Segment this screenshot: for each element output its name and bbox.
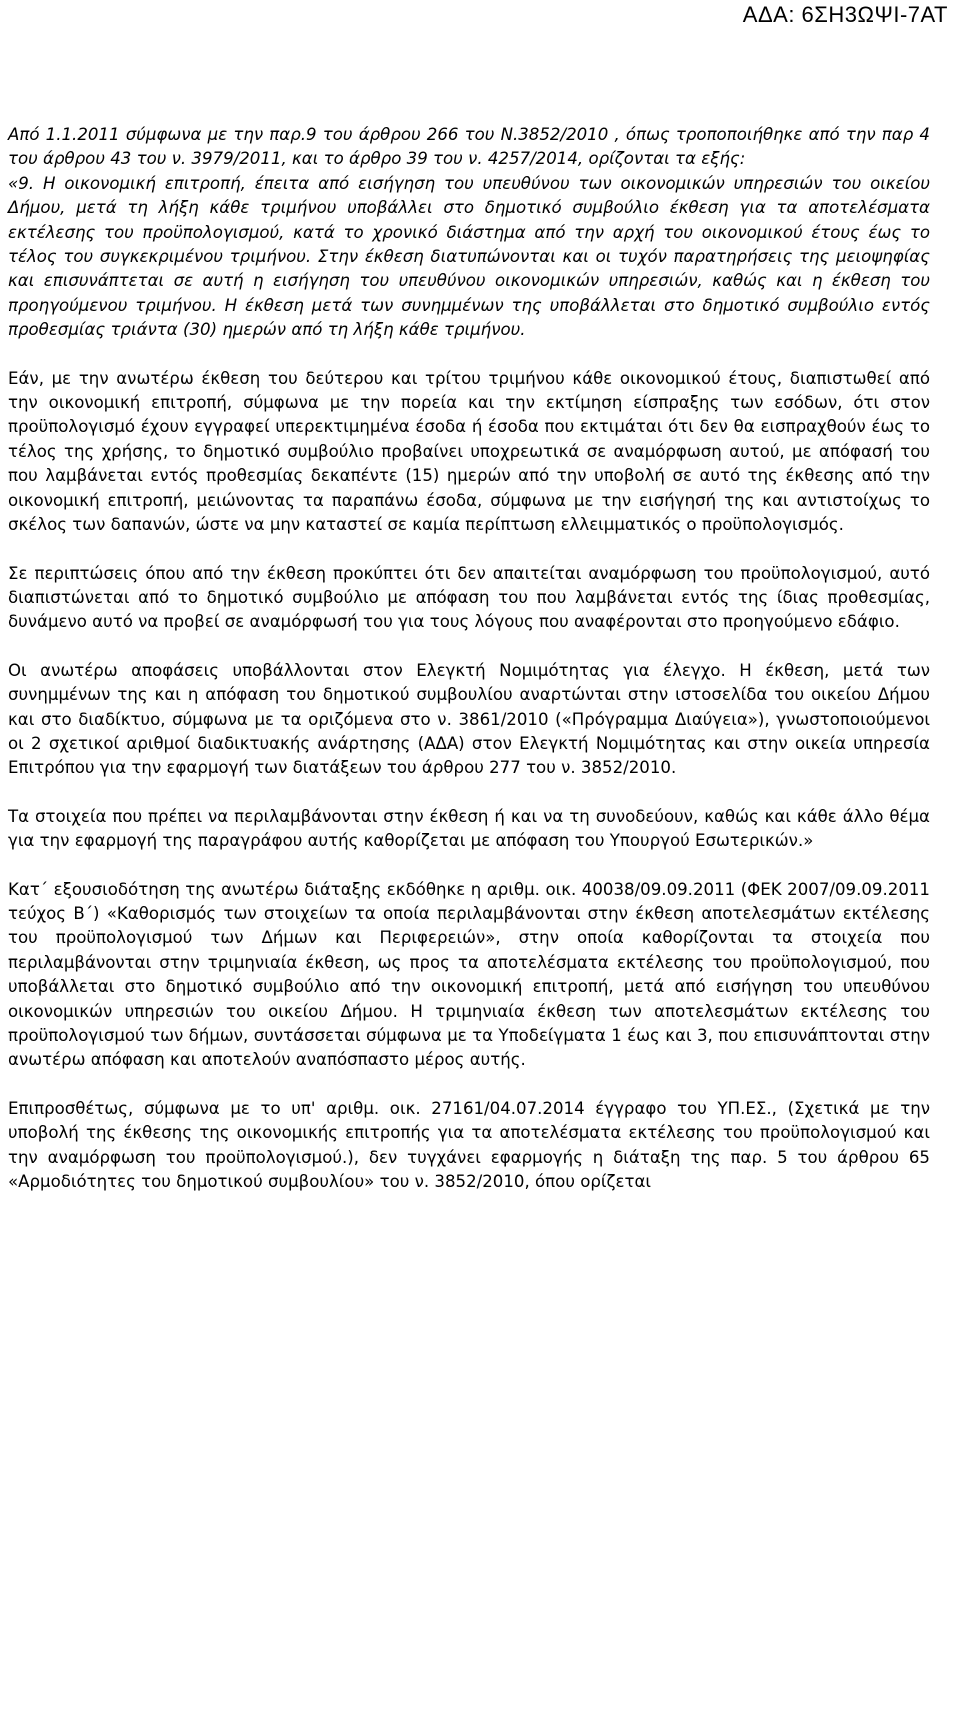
ada-code-header: ΑΔΑ: 6ΣΗ3ΩΨΙ-7ΑΤ [742, 2, 948, 27]
paragraph-ministerial-decision: Κατ΄ εξουσιοδότηση της ανωτέρω διάταξης εκδόθηκε η αριθμ. οικ. 40038/09.09.2011 (ΦΕΚ 2007/09.09.2011 τεύχος Β΄) «Καθορισμός των στοιχείων τα οποία περιλαμβάνονται στην έκθεση αποτελεσμάτων εκτέλεσης του προϋπολογισμού των Δήμων και Περιφερειών», στην οποία καθορίζονται τα στοιχεία που περιλαμβάνονται στην τριμηνιαία έκθεση, ως προς τα αποτελέσματα εκτέλεσης του προϋπολογισμού, που υποβάλλεται στο δημοτικό συμβούλιο από την οικονομική επιτροπή, μετά από εισήγηση του υπευθύνου οικονομικών υπηρεσιών του οικείου Δήμου. Η τριμηνιαία έκθεση των αποτελεσμάτων εκτέλεσης του προϋπολογισμού των δήμων, συντάσσεται σύμφωνα με τα Υποδείγματα 1 έως και 3, που επισυνάπτονται στην ανωτέρω απόφαση και αποτελούν αναπόσπαστο μέρος αυτής. [8, 879, 930, 1070]
paragraph-intro: Από 1.1.2011 σύμφωνα με την παρ.9 του άρθρου 266 του Ν.3852/2010 , όπως τροποποιήθηκε από την παρ 4 του άρθρου 43 του ν. 3979/2011, και το άρθρο 39 του ν. 4257/2014, ορίζονται τα εξής: [8, 125, 930, 169]
paragraph-additional: Επιπροσθέτως, σύμφωνα με το υπ' αριθμ. οικ. 27161/04.07.2014 έγγραφο του ΥΠ.ΕΣ., (Σχετικά με την υποβολή της έκθεσης της οικονομικής επιτροπής για τα αποτελέσματα εκτέλεσης του προϋπολογισμού και την αναμόρφωση του προϋπολογισμού.), δεν τυγχάνει εφαρμογής η διάταξη της παρ. 5 του άρθρου 65 «Αρμοδιότητες του δημοτικού συμβουλίου» του ν. 3852/2010, όπου ορίζεται [8, 1098, 930, 1192]
document-body [8, 123, 930, 1194]
paragraph-quote-quarterly-report: «9. Η οικονομική επιτροπή, έπειτα από εισήγηση του υπευθύνου των οικονομικών υπηρεσιών του οικείου Δήμου, μετά τη λήξη κάθε τριμήνου υποβάλλει στο δημοτικό συμβούλιο έκθεση για τα αποτελέσματα εκτέλεσης του προϋπολογισμού, κατά το χρονικό διάστημα από την αρχή του οικονομικού έτους έως το τέλος του συγκεκριμένου τριμήνου. Στην έκθεση διατυπώνονται και οι τυχόν παρατηρήσεις της μειοψηφίας και επισυνάπτεται σε αυτή η εισήγηση του υπευθύνου οικονομικών υπηρεσιών, καθώς και η έκθεση του προηγούμενου τριμήνου. Η έκθεση μετά των συνημμένων της υποβάλλεται στο δημοτικό συμβούλιο εντός προθεσμίας τριάντα (30) ημερών από τη λήξη κάθε τριμήνου. [8, 173, 930, 340]
paragraph-budget-revision: Εάν, με την ανωτέρω έκθεση του δεύτερου και τρίτου τριμήνου κάθε οικονομικού έτους, διαπιστωθεί από την οικονομική επιτροπή, σύμφωνα με την πορεία και την εκτίμηση είσπραξης των εσόδων, ότι στον προϋπολογισμό έχουν εγγραφεί υπερεκτιμημένα έσοδα ή έσοδα που εκτιμάται ότι δεν θα εισπραχθούν έως το τέλος της χρήσης, το δημοτικό συμβούλιο προβαίνει υποχρεωτικά σε αναμόρφωση αυτού, με απόφασή του που λαμβάνεται εντός προθεσμίας δεκαπέντε (15) ημερών από την υποβολή σε αυτό της έκθεσης από την οικονομική επιτροπή, μειώνοντας τα παραπάνω έσοδα, σύμφωνα με την εισήγησή της και αντιστοίχως το σκέλος των δαπανών, ώστε να μην καταστεί σε καμία περίπτωση ελλειμματικός ο προϋπολογισμός. [8, 368, 930, 535]
paragraph-publication: Οι ανωτέρω αποφάσεις υποβάλλονται στον Ελεγκτή Νομιμότητας για έλεγχο. Η έκθεση, μετά των συνημμένων της και η απόφαση του δημοτικού συμβουλίου αναρτώνται στην ιστοσελίδα του οικείου Δήμου και στο διαδίκτυο, σύμφωνα με τα οριζόμενα στο ν. 3861/2010 («Πρόγραμμα Διαύγεια»), γνωστοποιούμενοι οι 2 σχετικοί αριθμοί διαδικτυακής ανάρτησης (ΑΔΑ) στον Ελεγκτή Νομιμότητας και στην οικεία υπηρεσία Επιτρόπου για την εφαρμογή των διατάξεων του άρθρου 277 του ν. 3852/2010. [8, 660, 930, 778]
paragraph-no-revision: Σε περιπτώσεις όπου από την έκθεση προκύπτει ότι δεν απαιτείται αναμόρφωση του προϋπολογισμού, αυτό διαπιστώνεται από το δημοτικό συμβούλιο με απόφαση του που λαμβάνεται εντός της ίδιας προθεσμίας, δυνάμενο αυτό να προβεί σε αναμόρφωσή του για τους λόγους που αναφέρονται στο προηγούμενο εδάφιο. [8, 563, 930, 632]
paragraph-report-contents: Τα στοιχεία που πρέπει να περιλαμβάνονται στην έκθεση ή και να τη συνοδεύουν, καθώς και κάθε άλλο θέμα για την εφαρμογή της παραγράφου αυτής καθορίζεται με απόφαση του Υπουργού Εσωτερικών.» [8, 806, 930, 851]
